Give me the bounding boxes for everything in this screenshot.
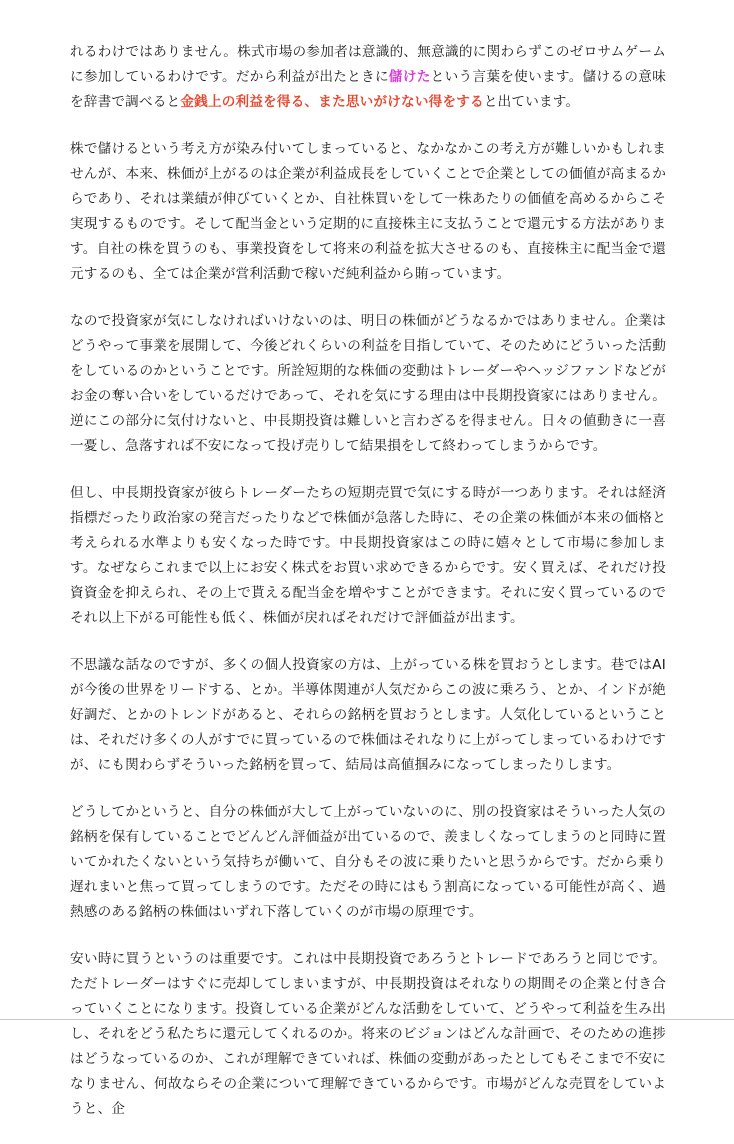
paragraph-text: と出ています。 <box>483 94 580 110</box>
paragraph-text: 株で儲けるという考え方が染み付いてしまっていると、なかなかこの考え方が難しいかもしれませんが、本来、株価が上がるのは企業が利益成長をしていくことで企業としての価値が高まるからであり、それは業績が伸びていくとか、自社株買いをして一株あたりの価値を高めるからこそ実現するものです。そして配当金という定期的に直接株主に支払うことで還元する方法があります。自社の株を買うのも、事業投資をして将来の利益を拡大させるのも、直接株主に配当金で還元するのも、全ては企業が営利活動で稼いだ純利益から賄っています。 <box>70 141 666 282</box>
article-body <box>70 40 666 1144</box>
highlight-moketa: 儲けた <box>388 69 431 85</box>
paragraph-2 <box>70 137 666 287</box>
paragraph-text: 不思議な話なのですが、多くの個人投資家の方は、上がっている株を買おうとします。巷ではAIが今後の世界をリードする、とか。半導体関連が人気だからこの波に乗ろう、とか、インドが絶好調だ、とかのトレンドがあると、それらの銘柄を買おうとします。人気化しているということは、それだけ多くの人がすでに買っているので株価はそれなりに上がってしまっているわけですが、にも関わらずそういった銘柄を買って、結局は高値掴みになってしまったりします。 <box>70 657 666 773</box>
paragraph-6 <box>70 800 666 925</box>
paragraph-text: なので投資家が気にしなければいけないのは、明日の株価がどうなるかではありません。企業はどうやって事業を展開して、今後どれくらいの利益を目指していて、そのためにどういった活動をしているのかということです。所詮短期的な株価の変動はトレーダーやヘッジファンドなどがお金の奪い合いをしているだけであって、それを気にする理由は中長期投資家にはありません。逆にこの部分に気付けないと、中長期投資は難しいと言わざるを得ません。日々の値動きに一喜一憂し、急落すれば不安になって投げ売りして結果損をして終わってしまうからです。 <box>70 313 666 454</box>
paragraph-4 <box>70 481 666 631</box>
paragraph-text: れるわけではありません。株式市場の参加者は意識的、無意識的に関わらずこのゼロサムゲームに参加しているわけです。だから利益が出たときに <box>70 44 666 85</box>
paragraph-1 <box>70 40 666 115</box>
highlight-dictionary-definition: 金銭上の利益を得る、また思いがけない得をする <box>180 94 484 110</box>
paragraph-7 <box>70 947 666 1122</box>
paragraph-5 <box>70 653 666 778</box>
paragraph-text: 但し、中長期投資家が彼らトレーダーたちの短期売買で気にする時が一つあります。それは経済指標だったり政治家の発言だったりなどで株価が急落した時に、その企業の株価が本来の価格と考えられる水準よりも安くなった時です。中長期投資家はこの時に嬉々として市場に参加します。なぜならこれまで以上にお安く株式をお買い求めできるからです。安く買えば、それだけ投資資金を抑えられ、その上で貰える配当金を増やすことができます。それに安く買っているのでそれ以上下がる可能性も低く、株価が戻ればそれだけで評価益が出ます。 <box>70 485 666 626</box>
page-bottom-divider <box>0 1019 734 1020</box>
paragraph-text: という言葉を使います。儲けるの意味を辞書で調べると <box>70 69 666 110</box>
paragraph-text: 安い時に買うというのは重要です。これは中長期投資であろうとトレードであろうと同じです。ただトレーダーはすぐに売却してしまいますが、中長期投資はそれなりの期間その企業と付き合っていくことになります。投資している企業がどんな活動をしていて、どうやって利益を生み出し、それをどう私たちに還元してくれるのか。将来のビジョンはどんな計画で、そのための進捗はどうなっているのか、これが理解できていれば、株価の変動があったとしてもそこまで不安になりません、何故ならその企業について理解できているからです。市場がどんな売買をしていようと、企 <box>70 951 666 1117</box>
paragraph-text: どうしてかというと、自分の株価が大して上がっていないのに、別の投資家はそういった人気の銘柄を保有していることでどんどん評価益が出ているので、羨ましくなってしまうのと同時に置いてかれたくないという気持ちが働いて、自分もその波に乗りたいと思うからです。だから乗り遅れまいと焦って買ってしまうのです。ただその時にはもう割高になっている可能性が高く、過熱感のある銘柄の株価はいずれ下落していくのが市場の原理です。 <box>70 804 666 920</box>
paragraph-3 <box>70 309 666 459</box>
